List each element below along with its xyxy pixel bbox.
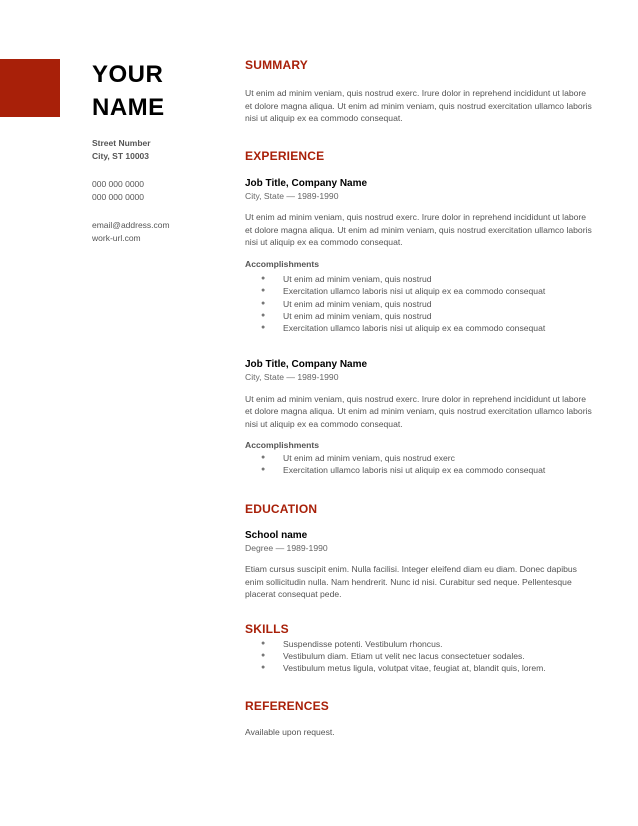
list-item-text: Ut enim ad minim veniam, quis nostrud exerc bbox=[283, 452, 455, 463]
list-item-text: Exercitation ullamco laboris nisi ut aliquip ex ea commodo consequat bbox=[283, 465, 546, 476]
list-item-text: Ut enim ad minim veniam, quis nostrud bbox=[283, 310, 432, 321]
list-item-text: Exercitation ullamco laboris nisi ut aliquip ex ea commodo consequat bbox=[283, 286, 546, 297]
accomplishments-label: Accomplishments bbox=[245, 440, 320, 451]
bullet-icon: ● bbox=[261, 664, 266, 672]
job-meta: City, State — 1989-1990 bbox=[245, 190, 339, 201]
address bbox=[92, 137, 212, 162]
job-title: Job Title, Company Name bbox=[245, 177, 368, 189]
list-item-text: Vestibulum metus ligula, volutpat vitae, feugiat at, blandit quis, lorem. bbox=[283, 663, 546, 674]
bullet-icon: ● bbox=[261, 299, 266, 307]
list-item bbox=[245, 650, 595, 662]
bullet-icon: ● bbox=[261, 639, 266, 647]
list-item bbox=[245, 638, 595, 650]
phones bbox=[92, 178, 212, 203]
bullet-icon: ● bbox=[261, 453, 266, 461]
website-link[interactable]: work-url.com bbox=[92, 232, 141, 243]
main-content bbox=[245, 58, 595, 739]
summary-title: SUMMARY bbox=[245, 58, 308, 72]
list-item-text: Ut enim ad minim veniam, quis nostrud bbox=[283, 298, 432, 309]
list-item-text: Vestibulum diam. Etiam ut velit nec lacus consectetuer sodales. bbox=[283, 650, 525, 661]
degree: Degree — 1989-1990 bbox=[245, 542, 328, 553]
references-section bbox=[245, 699, 595, 739]
references-text: Available upon request. bbox=[245, 727, 335, 738]
list-item bbox=[245, 310, 595, 322]
bullet-icon: ● bbox=[261, 287, 266, 295]
bullet-icon: ● bbox=[261, 311, 266, 319]
experience-title: EXPERIENCE bbox=[245, 148, 325, 163]
bullet-icon: ● bbox=[261, 324, 266, 332]
list-item-text: Exercitation ullamco laboris nisi ut aliquip ex ea commodo consequat bbox=[283, 323, 546, 334]
job-meta: City, State — 1989-1990 bbox=[245, 372, 339, 383]
skills-title: SKILLS bbox=[245, 621, 289, 636]
job-entry bbox=[245, 358, 595, 476]
accomplishments-label: Accomplishments bbox=[245, 258, 320, 269]
summary-text: Ut enim ad minim veniam, quis nostrud exerc. Irure dolor in reprehend incididunt ut labore et dolore magna aliqua. Ut enim ad minim veniam, quis nostrud exercitation ullamco laboris nisi ut aliquip ex ea commodo consequat. bbox=[245, 88, 592, 123]
accent-block bbox=[0, 59, 60, 117]
address-city: City, ST 10003 bbox=[92, 150, 150, 161]
bullet-icon: ● bbox=[261, 651, 266, 659]
summary-section bbox=[245, 58, 595, 125]
contact-links bbox=[92, 219, 212, 244]
bullet-icon: ● bbox=[261, 275, 266, 282]
school-name: School name bbox=[245, 529, 308, 541]
job-entry bbox=[245, 177, 595, 335]
list-item bbox=[245, 464, 595, 476]
address-street: Street Number bbox=[92, 138, 151, 148]
name-last: NAME bbox=[92, 94, 165, 121]
phone-primary: 000 000 0000 bbox=[92, 179, 144, 189]
list-item bbox=[245, 298, 595, 310]
skills-list bbox=[245, 638, 595, 675]
list-item bbox=[245, 322, 595, 334]
list-item bbox=[245, 662, 595, 674]
references-title: REFERENCES bbox=[245, 699, 330, 714]
email-link[interactable]: email@address.com bbox=[92, 220, 170, 230]
job-title: Job Title, Company Name bbox=[245, 359, 368, 371]
list-item-text: Ut enim ad minim veniam, quis nostrud bbox=[283, 274, 432, 284]
list-item bbox=[245, 452, 595, 464]
list-item-text: Suspendisse potenti. Vestibulum rhoncus. bbox=[283, 638, 443, 649]
list-item bbox=[245, 285, 595, 297]
accomplishments-list bbox=[245, 452, 595, 477]
phone-secondary: 000 000 0000 bbox=[92, 191, 144, 202]
experience-section bbox=[245, 149, 595, 477]
list-item bbox=[245, 273, 595, 285]
job-description: Ut enim ad minim veniam, quis nostrud exerc. Irure dolor in reprehend incididunt ut labore et dolore magna aliqua. Ut enim ad minim veniam, quis nostrud exercitation ullamco laboris nisi ut aliquip ex ea commodo consequat. bbox=[245, 393, 592, 429]
accomplishments-list bbox=[245, 273, 595, 334]
education-title: EDUCATION bbox=[245, 501, 318, 516]
skills-section bbox=[245, 622, 595, 675]
bullet-icon: ● bbox=[261, 466, 266, 474]
name-first: YOUR bbox=[92, 61, 164, 88]
education-description: Etiam cursus suscipit enim. Nulla facilisi. Integer eleifend diam eu diam. Donec dapibus enim sollicitudin nulla. Nam hendrerit. Nunc id nisi. Curabitur sed neque. Pellentesque placerat consequat pede. bbox=[245, 564, 577, 600]
job-description: Ut enim ad minim veniam, quis nostrud exerc. Irure dolor in reprehend incididunt ut labore et dolore magna aliqua. Ut enim ad minim veniam, quis nostrud exercitation ullamco laboris nisi ut aliquip ex ea commodo consequat. bbox=[245, 212, 592, 247]
education-section bbox=[245, 502, 595, 601]
contact-sidebar bbox=[92, 58, 212, 244]
